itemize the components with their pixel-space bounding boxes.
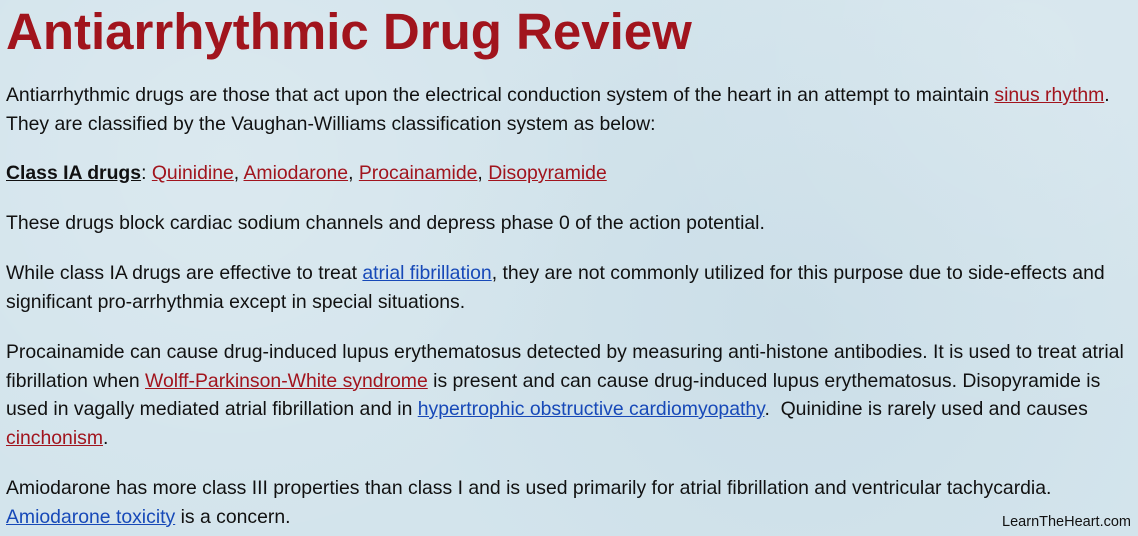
procainamide-link[interactable]: Procainamide [358, 162, 478, 184]
class-ia-label: Class IA drugs [6, 162, 142, 184]
sinus-rhythm-link[interactable]: sinus rhythm [994, 84, 1105, 106]
atrial-text-1: While class IA drugs are effective to treat [6, 262, 363, 284]
quinidine-link[interactable]: Quinidine [151, 162, 234, 184]
amiodarone-paragraph [6, 474, 1132, 531]
atrial-fibrillation-link[interactable]: atrial fibrillation [362, 262, 492, 284]
class-ia-colon: : [141, 162, 152, 184]
hocm-link[interactable]: hypertrophic obstructive cardiomyopathy [417, 398, 765, 420]
drug-separator: , [477, 162, 489, 184]
procainamide-text-4: . [103, 426, 109, 449]
page-title: Antiarrhythmic Drug Review [6, 3, 692, 60]
intro-text-2: . They are classified by the Vaughan-Williams classification system as below: [6, 84, 1110, 135]
atrial-fibrillation-paragraph [6, 259, 1132, 316]
article [6, 0, 1132, 531]
site-credit: LearnTheHeart.com [1002, 514, 1131, 530]
drug-separator: , [233, 162, 244, 184]
amiodarone-text-2: is a concern. [175, 505, 291, 528]
atrial-text-2: , they are not commonly utilized for this purpose due to side-effects and significant pro-arrhythmia except in special situations. [6, 262, 1105, 313]
class-ia-paragraph [6, 159, 1132, 188]
procainamide-text-2: is present and can cause drug-induced lupus erythematosus. Disopyramide is used in vagally mediated atrial fibrillation and in [6, 369, 1101, 420]
amiodarone-toxicity-link[interactable]: Amiodarone toxicity [6, 505, 176, 528]
disopyramide-link[interactable]: Disopyramide [488, 162, 607, 184]
cinchonism-link[interactable]: cinchonism [6, 426, 103, 449]
intro-text-1: Antiarrhythmic drugs are those that act upon the electrical conduction system of the heart in an attempt to maintain [6, 84, 995, 106]
amiodarone-link[interactable]: Amiodarone [243, 162, 349, 184]
amiodarone-text-1: Amiodarone has more class III properties than class I and is used primarily for atrial fibrillation and ventricular tachycardia. [6, 477, 1052, 499]
wpw-syndrome-link[interactable]: Wolff-Parkinson-White syndrome [145, 369, 428, 392]
procainamide-text-3: . Quinidine is rarely used and causes [764, 398, 1094, 420]
procainamide-text-1: Procainamide can cause drug-induced lupus erythematosus detected by measuring anti-histone antibodies. It is used to treat atrial fibrillation when [6, 341, 1124, 392]
drug-separator: , [348, 162, 359, 184]
mechanism-paragraph: These drugs block cardiac sodium channels and depress phase 0 of the action potential. [6, 211, 765, 234]
intro-paragraph [6, 81, 1132, 138]
procainamide-paragraph [6, 338, 1132, 452]
